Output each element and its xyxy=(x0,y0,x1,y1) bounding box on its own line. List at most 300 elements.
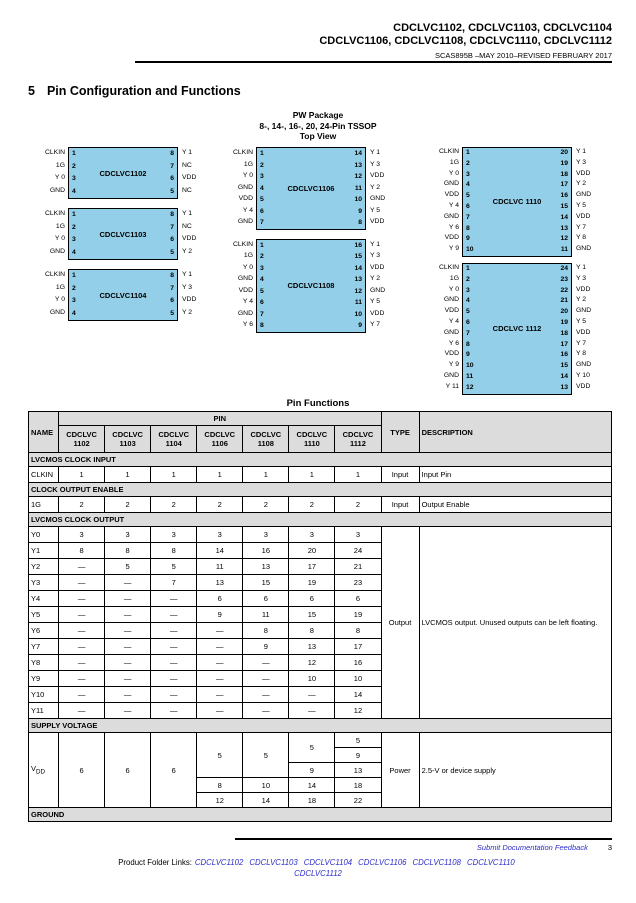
pin-number: 10 xyxy=(354,196,362,203)
chip-CDCLVC1106-body xyxy=(256,147,366,230)
col-header-pin: PIN xyxy=(59,412,381,426)
pin-number: 7 xyxy=(260,310,264,318)
section-header-cell: GROUND xyxy=(29,808,612,822)
device-prefix: CDCLVC xyxy=(112,430,143,439)
pin-name-cell: Y5 xyxy=(29,607,59,623)
pin-name: 1G xyxy=(243,160,253,168)
pin-name: Y 0 xyxy=(54,296,65,303)
pin-name: Y 5 xyxy=(370,206,381,214)
pin-number: 7 xyxy=(170,223,174,231)
pin-number-cell: 5 xyxy=(151,559,197,575)
pin-name: 1G xyxy=(243,252,253,259)
product-folder-links xyxy=(0,857,636,879)
pin-number-cell: 8 xyxy=(289,623,335,639)
pin-number-cell: 6 xyxy=(151,733,197,808)
pin-number-cell: 1 xyxy=(197,467,243,483)
pin-number: 13 xyxy=(560,383,568,391)
pin-number: 1 xyxy=(72,272,76,279)
pin-name: VDD xyxy=(576,169,591,177)
pin-number: 14 xyxy=(354,264,362,272)
links-line1 xyxy=(0,857,636,868)
device-number: 1104 xyxy=(165,439,182,448)
device-header-1104 xyxy=(151,426,197,453)
pin-number-cell: 8 xyxy=(105,543,151,559)
pin-number-cell: 10 xyxy=(289,671,335,687)
pin-name: GND xyxy=(576,361,592,369)
pin-name: Y 8 xyxy=(576,350,587,358)
chip-CDCLVC1110-right-pin-names xyxy=(572,147,591,255)
pin-name: VDD xyxy=(576,212,591,220)
section-header-cell: CLOCK OUTPUT ENABLE xyxy=(29,483,612,497)
table-section-row xyxy=(29,513,612,527)
pin-number-cell: — xyxy=(105,607,151,623)
pin-name-cell: Y8 xyxy=(29,655,59,671)
pin-name: Y 3 xyxy=(182,283,193,291)
pin-name: Y 5 xyxy=(576,201,587,209)
pin-number-cell: 18 xyxy=(335,778,381,793)
section-header-cell: LVCMOS CLOCK INPUT xyxy=(29,453,612,467)
pin-number: 6 xyxy=(260,299,264,306)
section-number: 5 xyxy=(28,84,35,98)
pin-name: Y 1 xyxy=(576,263,587,271)
product-link-CDCLVC1110[interactable]: CDCLVC1110 xyxy=(466,858,515,867)
pin-number-cell: 2 xyxy=(59,497,105,513)
description-cell: Input Pin xyxy=(419,467,611,483)
pin-name: Y 2 xyxy=(370,275,381,282)
type-cell: Power xyxy=(381,733,419,808)
pin-number: 23 xyxy=(560,275,568,283)
pin-number: 10 xyxy=(466,362,474,370)
section-heading xyxy=(28,84,241,98)
device-number: 1102 xyxy=(73,439,90,448)
pin-number: 8 xyxy=(358,219,362,226)
pin-number: 7 xyxy=(170,284,174,292)
pin-number-cell: 12 xyxy=(289,655,335,671)
pin-name: Y 3 xyxy=(370,160,381,168)
pin-name: CLKIN xyxy=(44,210,65,217)
pin-number: 4 xyxy=(260,184,264,192)
pin-name: 1G xyxy=(55,222,65,230)
pin-number: 9 xyxy=(466,351,470,359)
pin-number-cell: 6 xyxy=(105,733,151,808)
pin-number: 18 xyxy=(560,170,568,178)
chip-CDCLVC1106 xyxy=(214,147,385,230)
pin-number-cell: 20 xyxy=(289,543,335,559)
pin-name: Y 2 xyxy=(370,183,381,191)
device-prefix: CDCLVC xyxy=(250,430,282,439)
pin-name: GND xyxy=(49,186,65,194)
chip-CDCLVC1112 xyxy=(420,263,591,395)
pin-name: Y 3 xyxy=(370,252,381,259)
pin-name-cell: Y10 xyxy=(29,687,59,703)
pin-number-cell: 24 xyxy=(335,543,381,559)
chip-CDCLVC1110-right-pin-numbers xyxy=(556,148,571,256)
chip-CDCLVC1110 xyxy=(420,147,591,257)
col-header-name: NAME xyxy=(29,412,59,453)
chip-CDCLVC1108 xyxy=(214,239,385,333)
device-prefix: CDCLVC xyxy=(204,430,236,439)
pin-number: 16 xyxy=(560,192,568,200)
pin-number: 8 xyxy=(170,272,174,279)
pin-number: 11 xyxy=(560,246,568,254)
pin-number: 19 xyxy=(560,159,568,167)
part-numbers-line2: CDCLVC1106, CDCLVC1108, CDCLVC1110, CDCLVC1112 xyxy=(319,35,612,47)
pin-number: 21 xyxy=(560,297,568,305)
table-section-row xyxy=(29,483,612,497)
chip-CDCLVC1106-right-pin-names xyxy=(366,147,385,228)
pin-name: VDD xyxy=(182,174,197,181)
section-title-text: Pin Configuration and Functions xyxy=(46,84,241,98)
pin-number-cell: — xyxy=(197,655,243,671)
pin-number-cell: — xyxy=(289,687,335,703)
pin-number-cell: 2 xyxy=(197,497,243,513)
pin-number-cell: 9 xyxy=(289,763,335,778)
pin-name-cell: Y4 xyxy=(29,591,59,607)
pin-number: 6 xyxy=(466,202,470,210)
pin-name: Y 11 xyxy=(445,382,459,390)
pin-number-cell: 15 xyxy=(243,575,289,591)
chip-CDCLVC1110-left-pin-names xyxy=(420,147,462,255)
table-section-row xyxy=(29,453,612,467)
description-cell: Output Enable xyxy=(419,497,611,513)
pin-number-cell: 1 xyxy=(243,467,289,483)
pin-name: Y 7 xyxy=(576,339,587,347)
pin-name: NC xyxy=(182,186,192,194)
pin-number-cell: — xyxy=(59,575,105,591)
pin-number: 1 xyxy=(72,211,76,218)
pin-name: Y 0 xyxy=(448,169,459,177)
pin-number-cell: 1 xyxy=(151,467,197,483)
pin-number-cell: 5 xyxy=(197,733,243,778)
pin-number: 22 xyxy=(560,286,568,294)
chip-CDCLVC1104-right-pin-numbers xyxy=(162,270,177,320)
table-row xyxy=(29,527,612,543)
pin-name: VDD xyxy=(370,172,385,179)
package-view: Top View xyxy=(299,131,337,141)
pin-name: Y 9 xyxy=(448,245,459,253)
pin-name: VDD xyxy=(182,296,197,303)
pin-name: Y 5 xyxy=(576,317,587,325)
pin-number: 6 xyxy=(170,297,174,304)
pin-number: 17 xyxy=(560,340,568,348)
pin-number-cell: 1 xyxy=(289,467,335,483)
pin-name: Y 2 xyxy=(182,308,193,316)
pin-number: 24 xyxy=(560,264,568,272)
chip-CDCLVC1104-label: CDCLVC1104 xyxy=(99,290,147,300)
pin-name: CLKIN xyxy=(438,263,459,271)
pin-number-cell: 12 xyxy=(335,703,381,719)
pin-number: 9 xyxy=(466,235,470,243)
pin-number: 8 xyxy=(170,150,174,157)
pin-number: 1 xyxy=(466,149,470,156)
type-cell: Output xyxy=(381,527,419,719)
pin-number: 3 xyxy=(72,236,76,243)
pin-number-cell: 5 xyxy=(335,733,381,748)
chip-CDCLVC1108-left-pin-numbers xyxy=(257,240,272,332)
pin-number-cell: — xyxy=(243,703,289,719)
pin-number-cell: 17 xyxy=(335,639,381,655)
table-section-row xyxy=(29,808,612,822)
pin-number: 18 xyxy=(560,329,568,337)
col-header-description: DESCRIPTION xyxy=(419,412,611,453)
pin-name: Y 6 xyxy=(448,223,459,231)
pin-name: VDD xyxy=(444,350,459,358)
pin-number: 10 xyxy=(354,310,362,318)
pin-number-cell: 8 xyxy=(151,543,197,559)
pin-number: 12 xyxy=(560,235,568,243)
pin-number-cell: 5 xyxy=(289,733,335,763)
pin-number: 4 xyxy=(72,248,76,256)
chip-CDCLVC1103-body xyxy=(68,208,178,260)
pin-name: VDD xyxy=(370,218,385,225)
pin-number-cell: 19 xyxy=(289,575,335,591)
pin-number: 2 xyxy=(72,223,76,231)
pin-number: 3 xyxy=(72,175,76,182)
pin-number: 9 xyxy=(358,207,362,215)
pin-name: Y 5 xyxy=(370,298,381,305)
pin-name: Y 0 xyxy=(54,174,65,181)
pin-number-cell: 16 xyxy=(335,655,381,671)
chip-CDCLVC1103-left-pin-names xyxy=(26,208,68,258)
pin-number-cell: — xyxy=(243,671,289,687)
pin-name: GND xyxy=(443,328,459,336)
chip-CDCLVC1112-label: CDCLVC 1112 xyxy=(492,324,542,334)
pin-number-cell: 5 xyxy=(105,559,151,575)
pin-number-cell: 8 xyxy=(197,778,243,793)
pin-number-cell: 8 xyxy=(335,623,381,639)
pin-number: 12 xyxy=(354,173,362,180)
pin-number: 7 xyxy=(466,213,470,221)
pin-name-cell: Y6 xyxy=(29,623,59,639)
pin-number-cell: 3 xyxy=(151,527,197,543)
pin-name: Y 3 xyxy=(576,158,587,166)
pin-name: CLKIN xyxy=(438,148,459,155)
pin-number: 20 xyxy=(560,308,568,316)
pin-name: GND xyxy=(237,218,253,225)
pin-number-cell: 6 xyxy=(289,591,335,607)
pin-name: VDD xyxy=(370,263,385,271)
pin-number-cell: 21 xyxy=(335,559,381,575)
device-header-1112 xyxy=(335,426,381,453)
pin-name: VDD xyxy=(576,382,591,390)
pin-number-cell: — xyxy=(59,703,105,719)
pin-number-cell: 16 xyxy=(243,543,289,559)
pin-number-cell: — xyxy=(151,623,197,639)
chip-CDCLVC1106-left-pin-names xyxy=(214,147,256,228)
pin-number: 7 xyxy=(260,219,264,226)
pin-number-cell: 3 xyxy=(105,527,151,543)
pin-number-cell: 10 xyxy=(335,671,381,687)
pin-name: Y 1 xyxy=(370,149,381,156)
pin-number: 9 xyxy=(358,322,362,329)
pin-number: 4 xyxy=(466,297,470,305)
pin-name: Y 1 xyxy=(576,148,587,155)
chip-CDCLVC1103-left-pin-numbers xyxy=(69,209,84,259)
chip-CDCLVC1106-left-pin-numbers xyxy=(257,148,272,229)
device-number: 1108 xyxy=(257,439,274,448)
package-heading xyxy=(0,110,636,142)
pin-number-cell: 11 xyxy=(197,559,243,575)
pin-number-cell: — xyxy=(151,591,197,607)
chip-CDCLVC1110-label: CDCLVC 1110 xyxy=(492,197,542,207)
pin-name: Y 4 xyxy=(448,317,459,325)
pin-number: 2 xyxy=(466,159,470,167)
pin-name: Y 3 xyxy=(576,274,587,282)
pin-number: 6 xyxy=(466,318,470,326)
pin-number-cell: 17 xyxy=(289,559,335,575)
pin-number-cell: — xyxy=(59,607,105,623)
pin-name: VDD xyxy=(370,309,385,317)
pin-name-cell: CLKIN xyxy=(29,467,59,483)
chip-CDCLVC1108-body xyxy=(256,239,366,333)
document-code: SCAS895B –MAY 2010–REVISED FEBRUARY 2017 xyxy=(434,51,612,60)
pin-name: VDD xyxy=(576,285,591,293)
pin-number: 8 xyxy=(260,322,264,329)
chip-CDCLVC1106-right-pin-numbers xyxy=(350,148,365,229)
pin-number: 2 xyxy=(260,161,264,169)
device-header-1108 xyxy=(243,426,289,453)
pin-number: 1 xyxy=(72,150,76,157)
pin-name: GND xyxy=(49,308,65,316)
pin-number-cell: 1 xyxy=(105,467,151,483)
pin-number-cell: 18 xyxy=(289,793,335,808)
description-cell: LVCMOS output. Unused outputs can be left floating. xyxy=(419,527,611,719)
chip-CDCLVC1104-body xyxy=(68,269,178,321)
product-link-CDCLVC1106[interactable]: CDCLVC1106 xyxy=(358,858,407,867)
pin-name: Y 4 xyxy=(242,298,253,305)
pin-functions-title: Pin Functions xyxy=(286,398,350,409)
package-pins: 8-, 14-, 16-, 20, 24-Pin TSSOP xyxy=(259,120,377,131)
device-number: 1110 xyxy=(303,439,320,448)
chip-CDCLVC1103-label: CDCLVC1103 xyxy=(99,229,147,239)
pin-number-cell: — xyxy=(151,655,197,671)
chip-column-2 xyxy=(420,147,591,395)
chip-CDCLVC1104 xyxy=(26,269,196,321)
pin-number-cell: — xyxy=(59,623,105,639)
pin-number-cell: 22 xyxy=(335,793,381,808)
pin-number-cell: 9 xyxy=(335,748,381,763)
pin-number: 3 xyxy=(260,264,264,272)
pin-number-cell: 1 xyxy=(59,467,105,483)
pin-number: 3 xyxy=(466,286,470,294)
pin-number-cell: 6 xyxy=(197,591,243,607)
chip-CDCLVC1110-body xyxy=(462,147,572,257)
pin-name: VDD xyxy=(576,328,591,336)
pin-number-cell: 7 xyxy=(151,575,197,591)
pin-number: 2 xyxy=(466,275,470,283)
device-header-1103 xyxy=(105,426,151,453)
chip-column-0 xyxy=(26,147,196,321)
pin-number-cell: 10 xyxy=(243,778,289,793)
pin-number: 6 xyxy=(170,236,174,243)
pin-number: 15 xyxy=(560,202,568,210)
chip-CDCLVC1102-label: CDCLVC1102 xyxy=(99,168,147,178)
pin-number: 3 xyxy=(260,173,264,180)
pin-number: 20 xyxy=(560,149,568,156)
chip-CDCLVC1102-body xyxy=(68,147,178,199)
chip-CDCLVC1102-left-pin-names xyxy=(26,147,68,197)
pin-number: 3 xyxy=(466,170,470,178)
pin-name: NC xyxy=(182,161,192,169)
pin-number-cell: — xyxy=(59,559,105,575)
pin-name: Y 2 xyxy=(576,180,587,188)
pin-name-cell: $V_{DD}$ xyxy=(29,733,59,808)
col-header-type: TYPE xyxy=(381,412,419,453)
pin-number-cell: — xyxy=(105,623,151,639)
pin-name: Y 4 xyxy=(242,206,253,214)
pin-number-cell: — xyxy=(197,703,243,719)
pin-name: Y 2 xyxy=(182,247,193,255)
pin-number: 16 xyxy=(560,351,568,359)
pin-number: 2 xyxy=(72,284,76,292)
pin-number: 4 xyxy=(72,187,76,195)
pin-name: VDD xyxy=(238,195,253,202)
type-cell: Input xyxy=(381,497,419,513)
pin-number-cell: 3 xyxy=(335,527,381,543)
pin-name-cell: Y11 xyxy=(29,703,59,719)
pin-name: GND xyxy=(443,212,459,220)
product-link-CDCLVC1102[interactable]: CDCLVC1102 xyxy=(194,858,244,867)
device-prefix: CDCLVC xyxy=(342,430,374,439)
links-label: Product Folder Links: xyxy=(118,858,192,867)
pin-name-cell: Y1 xyxy=(29,543,59,559)
table-row xyxy=(29,733,612,748)
pin-name: Y 2 xyxy=(576,296,587,304)
product-link-CDCLVC1103[interactable]: CDCLVC1103 xyxy=(249,858,298,867)
pin-number-cell: 2 xyxy=(105,497,151,513)
pin-number-cell: — xyxy=(197,623,243,639)
chip-CDCLVC1112-right-pin-numbers xyxy=(556,264,571,394)
pin-name: Y 7 xyxy=(576,223,587,231)
product-link-CDCLVC1108[interactable]: CDCLVC1108 xyxy=(412,858,461,867)
pin-number: 1 xyxy=(260,241,264,249)
pin-number-cell: — xyxy=(151,607,197,623)
type-cell: Input xyxy=(381,467,419,483)
pin-number-cell: 3 xyxy=(289,527,335,543)
pin-number: 17 xyxy=(560,181,568,189)
chip-CDCLVC1102-right-pin-numbers xyxy=(162,148,177,198)
pin-name-cell: 1G xyxy=(29,497,59,513)
footer-divider xyxy=(235,838,612,840)
pin-name: NC xyxy=(182,222,192,230)
pin-name: GND xyxy=(443,296,459,304)
pin-number: 5 xyxy=(260,287,264,295)
pin-name: VDD xyxy=(444,234,459,242)
pin-name: 1G xyxy=(55,283,65,291)
pin-name: Y 0 xyxy=(448,285,459,293)
pin-name: GND xyxy=(237,275,253,282)
pin-name: Y 1 xyxy=(370,240,381,248)
pin-number-cell: 9 xyxy=(197,607,243,623)
pin-number: 6 xyxy=(170,175,174,182)
pin-number: 4 xyxy=(466,181,470,189)
pin-name: 1G xyxy=(55,161,65,169)
pin-number-cell: 13 xyxy=(243,559,289,575)
pin-name: Y 10 xyxy=(576,371,590,379)
product-link-CDCLVC1112[interactable]: CDCLVC1112 xyxy=(294,869,342,878)
submit-feedback-link[interactable]: Submit Documentation Feedback xyxy=(476,843,588,852)
pin-number-cell: — xyxy=(197,639,243,655)
pin-number: 11 xyxy=(354,184,362,192)
pin-name: Y 6 xyxy=(448,339,459,347)
pin-number: 6 xyxy=(260,207,264,215)
pin-number-cell: 14 xyxy=(289,778,335,793)
pin-number-cell: 13 xyxy=(335,763,381,778)
pin-number: 14 xyxy=(560,213,568,221)
product-link-CDCLVC1104[interactable]: CDCLVC1104 xyxy=(303,858,353,867)
part-numbers-line1: CDCLVC1102, CDCLVC1103, CDCLVC1104 xyxy=(393,22,612,34)
pin-number: 16 xyxy=(354,241,362,249)
